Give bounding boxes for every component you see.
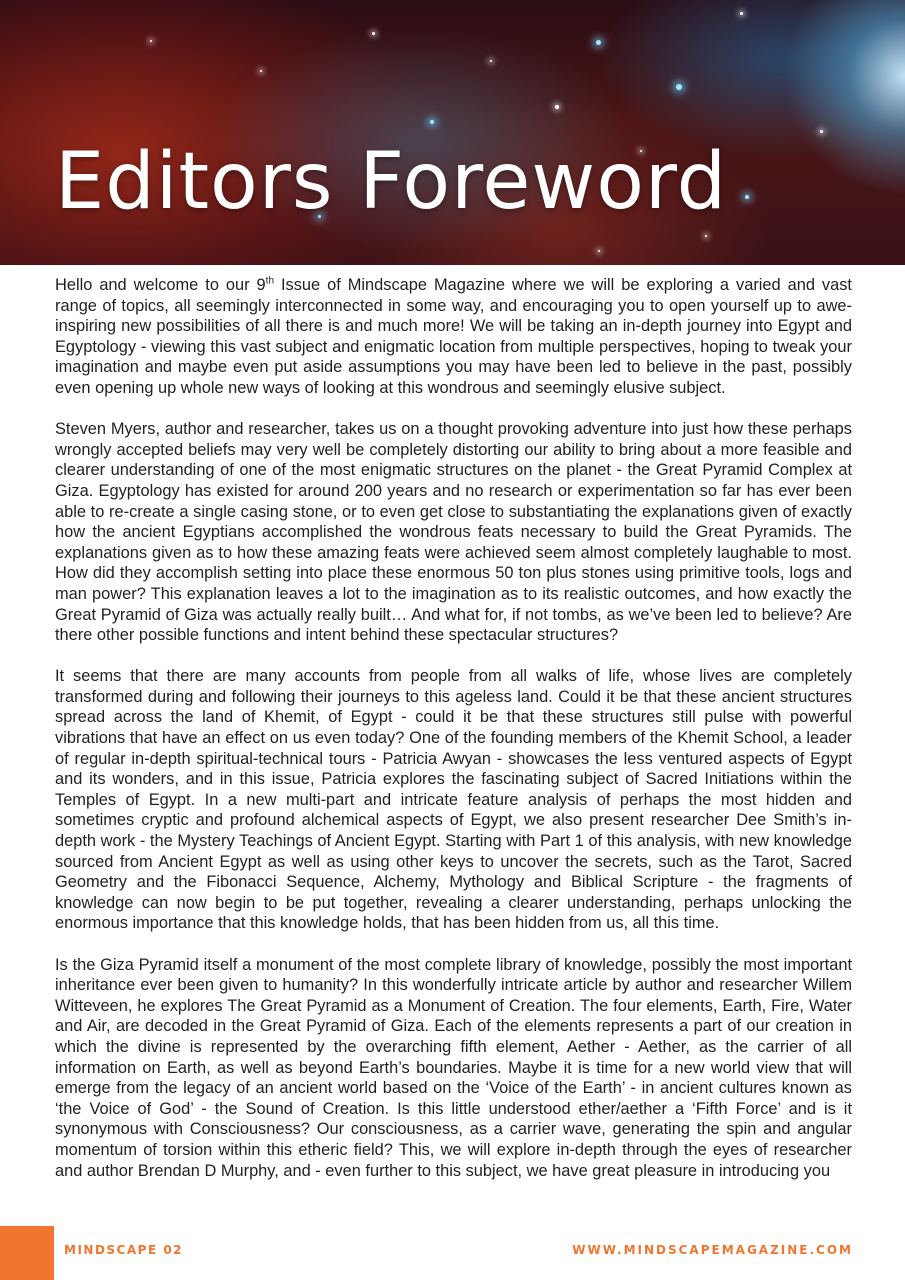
star [150, 40, 152, 42]
ordinal-suffix: th [265, 275, 275, 287]
star [490, 60, 492, 62]
page-title: Editors Foreword [55, 137, 728, 227]
footer-accent-block [0, 1226, 54, 1280]
header-banner [0, 0, 905, 265]
paragraph-1: Hello and welcome to our 9th Issue of Mindscape Magazine where we will be exploring a varied and vast range of topics, all seemingly interconnected in some way, and encouraging you to open yourself up to awe-inspiring new possibilities of all there is and much more! We will be taking an in-depth journey into Egypt and Egyptology - viewing this vast subject and enigmatic location from multiple perspectives, hoping to tweak your imagination and maybe even put aside assumptions you may have been led to believe in the past, possibly even opening up whole new ways of looking at this wondrous and seemingly elusive subject. [55, 275, 852, 397]
star [555, 105, 559, 109]
star [430, 120, 434, 124]
star [372, 32, 375, 35]
paragraph-3: It seems that there are many accounts from people from all walks of life, whose lives are completely transformed during and following their journeys to this ageless land. Could it be that these ancient structures spread across the land of Khemit, of Egypt - could it be that these structures still pulse with powerful vibrations that have an effect on us even today? One of the founding members of the Khemit School, a leader of regular in-depth spiritual-technical tours - Patricia Awyan - showcases the less ventured aspects of Egypt and its wonders, and in this issue, Patricia explores the fascinating subject of Sacred Initiations within the Temples of Egypt. In a new multi-part and intricate feature analysis of perhaps the most hidden and sometimes cryptic and profound alchemical aspects of Egypt, we also present researcher Dee Smith’s in-depth work - the Mystery Teachings of Ancient Egypt. Starting with Part 1 of this analysis, with new knowledge sourced from Ancient Egypt as well as using other keys to uncover the secrets, such as the Tarot, Sacred Geometry and the Fibonacci Sequence, Alchemy, Mythology and Biblical Scripture - the fragments of knowledge can now begin to be put together, revealing a clearer understanding, perhaps unlocking the enormous importance that this knowledge holds, that has been hidden from us, all this time. [55, 667, 852, 933]
paragraph-2: Steven Myers, author and researcher, takes us on a thought provoking adventure into just how these perhaps wrongly accepted beliefs may very well be completely distorting our ability to bring about a more feasible and clearer understanding of one of the most enigmatic structures on the planet - the Great Pyramid Complex at Giza. Egyptology has existed for around 200 years and no research or experimentation so far has ever been able to re-create a single casing stone, or to even get close to substantiating the explanations given of exactly how the ancient Egyptians accomplished the wondrous feats necessary to build the Great Pyramids. The explanations given as to how these amazing feats were achieved seem almost completely laughable to most. How did they accomplish setting into place these enormous 50 ton plus stones using primitive tools, logs and man power? This explanation leaves a lot to the imagination as to its realistic outcomes, and how exactly the Great Pyramid of Giza was actually really built… And what for, if not tombs, as we’ve been led to believe? Are there other possible functions and intent behind these spectacular structures? [55, 420, 852, 645]
star [260, 70, 262, 72]
footer-website-link[interactable]: WWW.MINDSCAPEMAGAZINE.COM [572, 1243, 853, 1257]
star [740, 12, 743, 15]
star [598, 250, 600, 252]
paragraph-4: Is the Giza Pyramid itself a monument of the most complete library of knowledge, possibly the most important inheritance ever been given to humanity? In this wonderfully intricate article by author and researcher Willem Witteveen, he explores The Great Pyramid as a Monument of Creation. The four elements, Earth, Fire, Water and Air, are decoded in the Great Pyramid of Giza. Each of the elements represents a part of our creation in which the divine is represented by the overarching fifth element, Aether - Aether, as the carrier of all information on Earth, as well as beyond Earth’s boundaries. Maybe it is time for a new world view that will emerge from the legacy of an ancient world based on the ‘Voice of the Earth’ - in ancient cultures known as ‘the Voice of God’ - the Sound of Creation. Is this little understood ether/aether a ‘Fifth Force’ and is it synonymous with Consciousness? Our consciousness, as a carrier wave, generating the spin and angular momentum of torsion within this etheric field? This, we will explore in-depth through the eyes of researcher and author Brendan D Murphy, and - even further to this subject, we have great pleasure in introducing you [55, 955, 852, 1180]
star [820, 130, 823, 133]
star [705, 235, 707, 237]
star [745, 195, 749, 199]
footer-issue-label: MINDSCAPE 02 [64, 1243, 184, 1257]
star [676, 84, 682, 90]
article-body [55, 275, 852, 1202]
star [596, 40, 601, 45]
